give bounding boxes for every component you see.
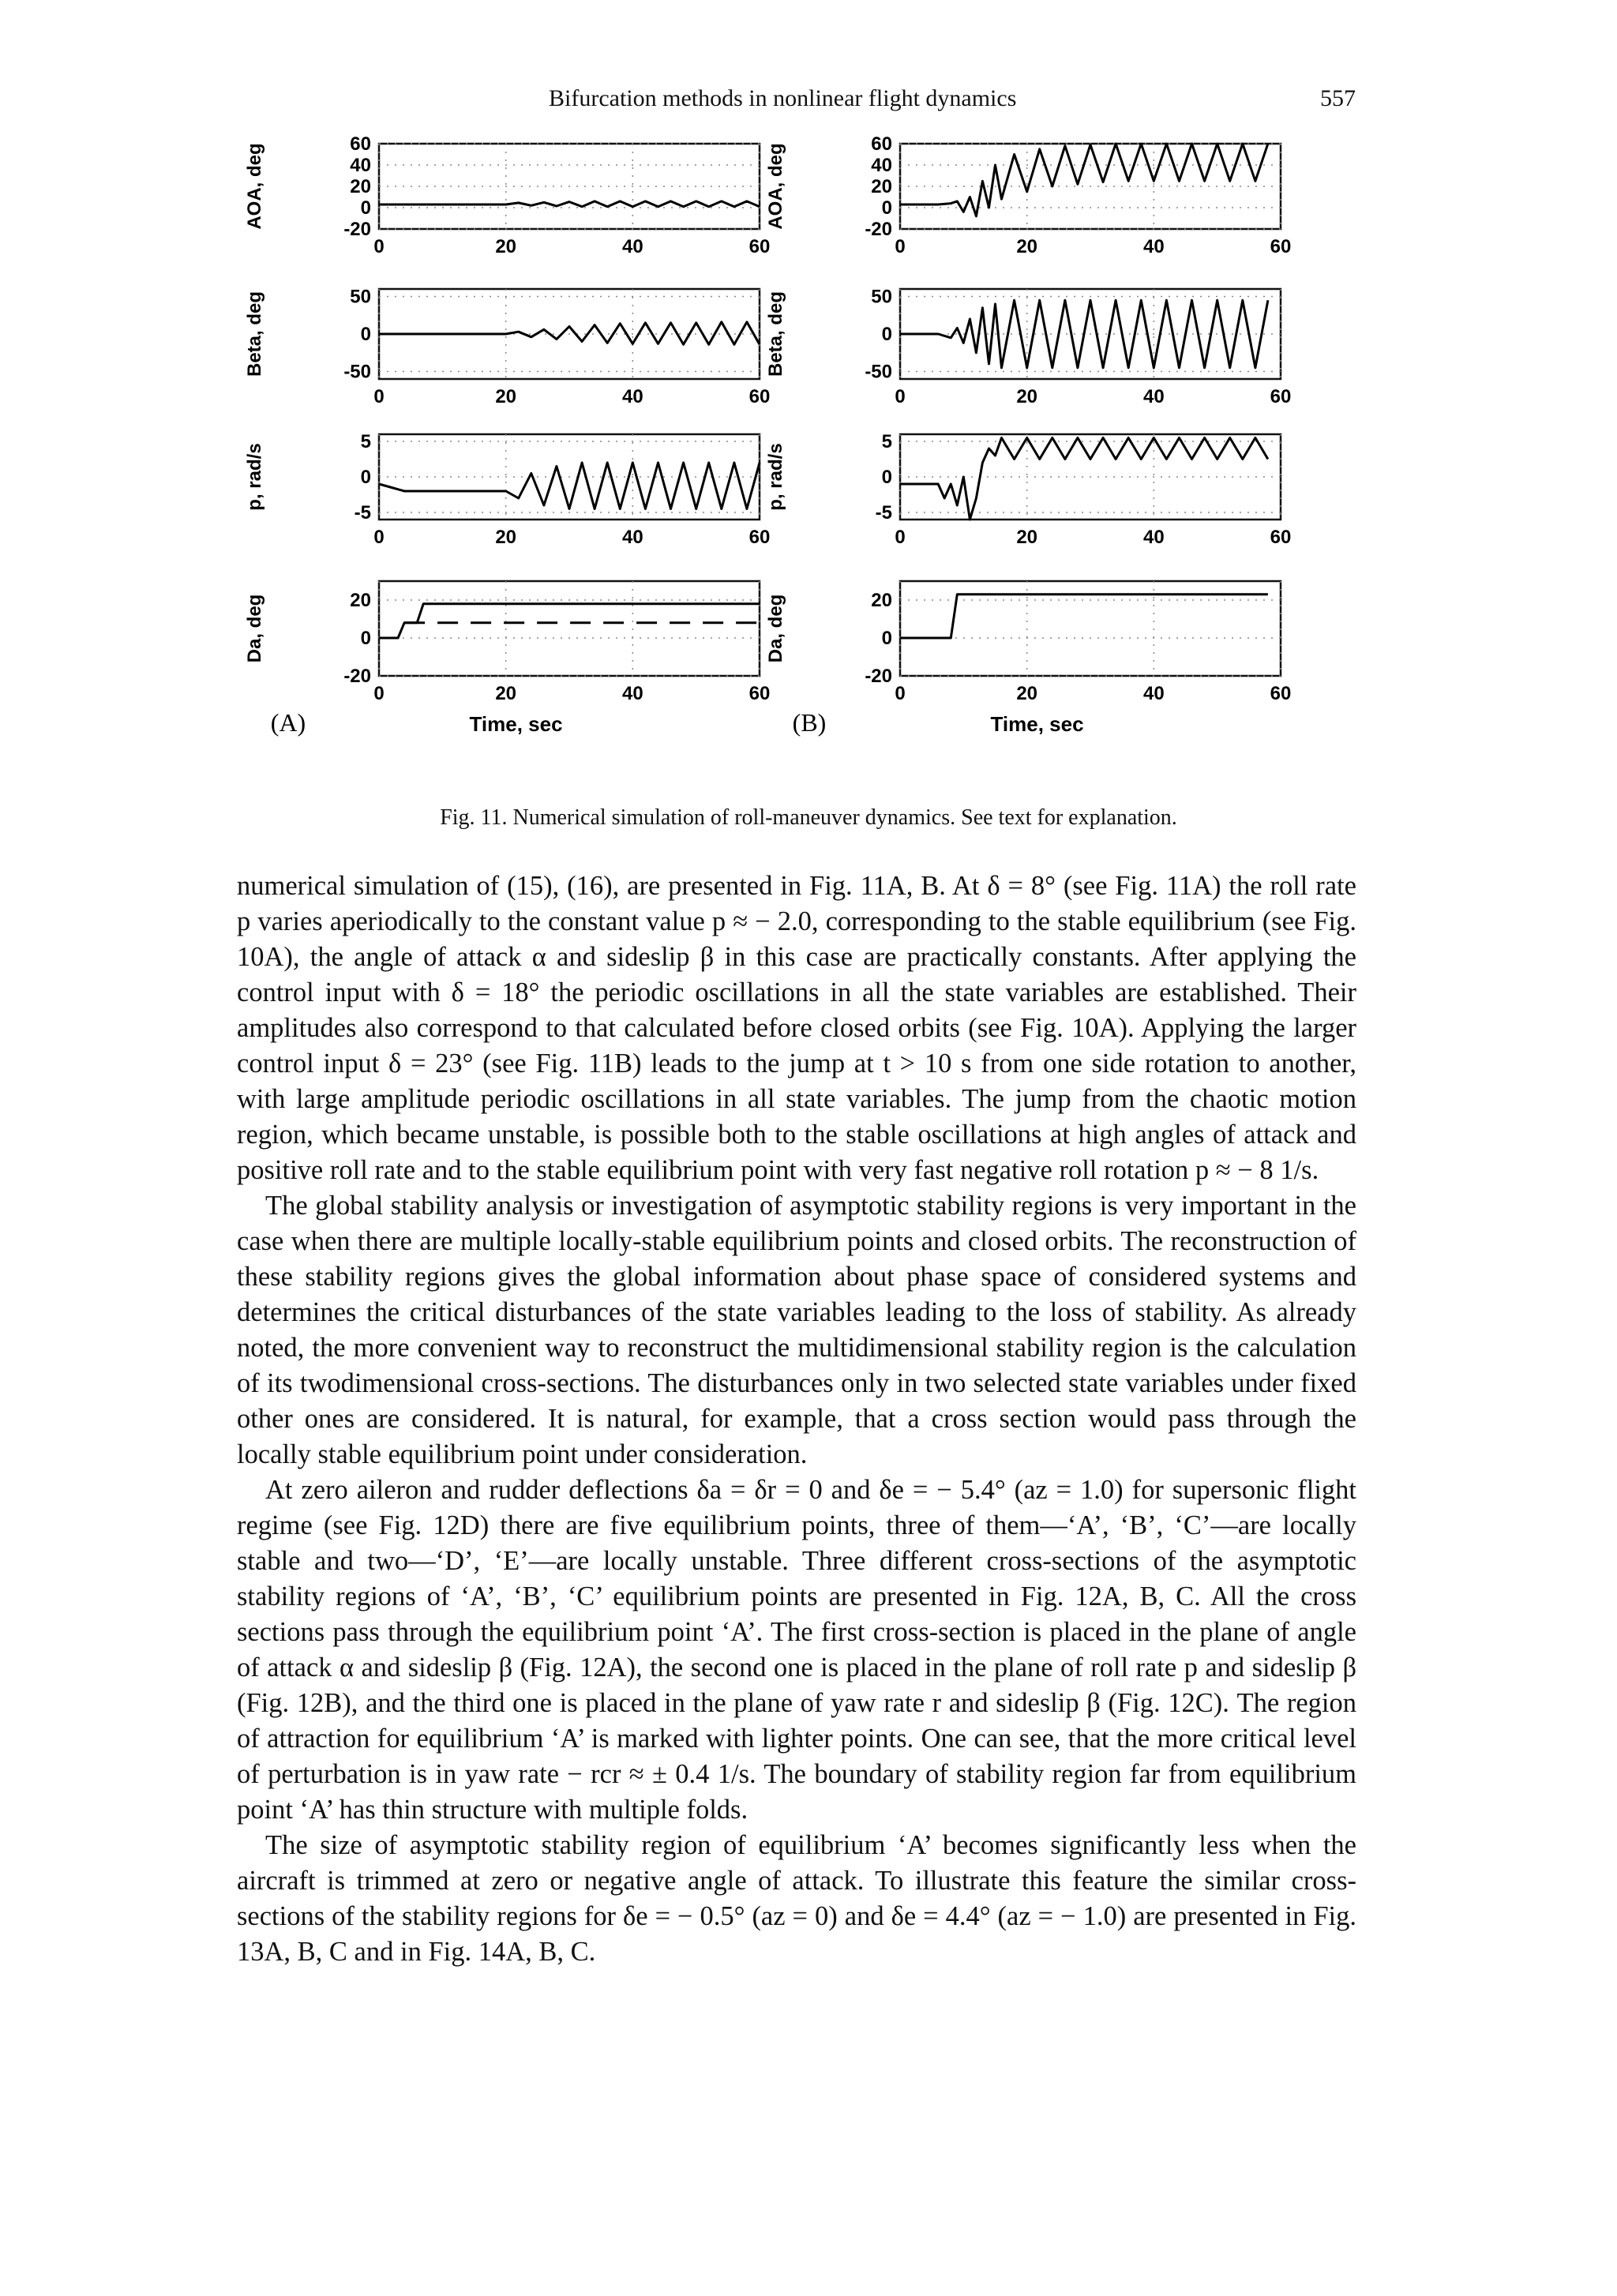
y-tick-label-B-3: 0 (881, 628, 892, 649)
y-tick-label-A-0: 40 (350, 155, 371, 176)
y-tick-label-A-3: 0 (360, 628, 371, 649)
y-axis-label-A-3: Da, deg (244, 594, 265, 663)
y-tick-label-A-3: 20 (350, 590, 371, 611)
x-axis-label-B: Time, sec (990, 712, 1084, 736)
y-axis-label-A-2: p, rad/s (244, 443, 265, 511)
series-line-B-1-0 (900, 300, 1268, 368)
y-tick-label-A-1: -50 (343, 361, 371, 383)
x-tick-label-A-1: 20 (495, 386, 517, 407)
x-tick-label-A-0: 40 (621, 236, 643, 257)
y-tick-label-A-0: 0 (360, 197, 371, 219)
y-tick-label-B-0: 20 (871, 176, 892, 197)
paragraph-3: At zero aileron and rudder deflections δa = δr = 0 and δe = − 5.4° (az = 1.0) for supersonic flight regime (see Fig. 12D) there are five equilibrium points, three of them—‘A’, ‘B’, ‘C’—are locally stable and two—‘D’, ‘E’—are locally unstable. Three different cross-sections of the asymptotic stability regions of ‘A’, ‘B’, ‘C’ equilibrium points are presented in Fig. 12A, B, C. All the cross sections pass through the equilibrium point ‘A’. The first cross-section is placed in the plane of angle of attack α and sideslip β (Fig. 12A), the second one is placed in the plane of roll rate p and sideslip β (Fig. 12B), and the third one is placed in the plane of yaw rate r and sideslip β (Fig. 12C). The region of attraction for equilibrium ‘A’ is marked with lighter points. One can see, that the more critical level of perturbation is in yaw rate − rcr ≈ ± 0.4 1/s. The boundary of stability region far from equilibrium point ‘A’ has thin structure with multiple folds. (237, 1475, 1356, 1825)
series-line-B-3-0 (900, 595, 1268, 638)
y-tick-label-B-2: 0 (881, 467, 892, 488)
x-tick-label-B-2: 60 (1270, 527, 1292, 548)
y-tick-label-B-0: -20 (865, 219, 892, 240)
y-tick-label-A-0: -20 (343, 219, 371, 240)
x-tick-label-B-3: 60 (1270, 683, 1292, 704)
body-text (237, 869, 1356, 1970)
series-line-B-2-0 (900, 438, 1268, 520)
y-tick-label-A-1: 50 (350, 286, 371, 308)
y-tick-label-B-3: -20 (865, 666, 892, 687)
axes-frame-A-3 (379, 581, 760, 676)
x-tick-label-B-1: 40 (1142, 386, 1165, 407)
panel-label-A: (A) (270, 708, 306, 737)
y-axis-label-B-0: AOA, deg (765, 143, 786, 230)
x-tick-label-B-0: 40 (1142, 236, 1165, 257)
x-tick-label-B-2: 40 (1142, 527, 1165, 548)
y-tick-label-B-1: -50 (865, 361, 892, 383)
x-tick-label-B-1: 0 (895, 386, 906, 407)
running-head: Bifurcation methods in nonlinear flight dynamics (549, 85, 1017, 111)
x-tick-label-A-2: 20 (495, 527, 517, 548)
y-tick-label-B-1: 50 (871, 286, 892, 308)
x-tick-label-A-0: 60 (748, 236, 771, 257)
y-axis-label-B-2: p, rad/s (765, 443, 786, 511)
y-tick-label-B-3: 20 (871, 590, 892, 611)
series-line-A-0-0 (379, 201, 760, 207)
x-tick-label-B-2: 20 (1016, 527, 1038, 548)
y-tick-label-A-0: 60 (350, 134, 371, 155)
x-tick-label-B-3: 20 (1016, 683, 1038, 704)
x-tick-label-A-0: 20 (495, 236, 517, 257)
x-tick-label-B-2: 0 (895, 527, 906, 548)
x-tick-label-B-3: 0 (895, 683, 906, 704)
y-tick-label-A-2: 5 (360, 431, 371, 452)
y-axis-label-A-0: AOA, deg (244, 143, 265, 230)
y-tick-label-B-0: 0 (881, 197, 892, 219)
x-tick-label-B-0: 0 (895, 236, 906, 257)
figure-11 (221, 134, 1390, 790)
x-tick-label-B-1: 60 (1270, 386, 1292, 407)
y-axis-label-B-1: Beta, deg (765, 291, 786, 377)
paragraph-1: numerical simulation of (15), (16), are presented in Fig. 11A, B. At δ = 8° (see Fig. 11A) the roll rate p varies aperiodically to the constant value p ≈ − 2.0, corresponding to the stable equilibrium (see Fig. 10A), the angle of attack α and sideslip β in this case are practically constants. After applying the control input with δ = 18° the periodic oscillations in all the state variables are established. Their amplitudes also correspond to that calculated before closed orbits (see Fig. 10A). Applying the larger control input δ = 23° (see Fig. 11B) leads to the jump at t > 10 s from one side rotation to another, with large amplitude periodic oscillations in all state variables. The jump from the chaotic motion region, which became unstable, is possible both to the stable oscillations at high angles of attack and positive roll rate and to the stable equilibrium point with very fast negative roll rotation p ≈ − 8 1/s. (237, 871, 1356, 1185)
paragraph-4: The size of asymptotic stability region of equilibrium ‘A’ becomes significantly less when the aircraft is trimmed at zero or negative angle of attack. To illustrate this feature the similar cross-sections of the stability regions for δe = − 0.5° (az = 0) and δe = 4.4° (az = − 1.0) are presented in Fig. 13A, B, C and in Fig. 14A, B, C. (237, 1830, 1356, 1967)
y-tick-label-A-2: 0 (360, 467, 371, 488)
y-tick-label-B-0: 60 (871, 134, 892, 155)
y-tick-label-B-2: 5 (881, 431, 892, 452)
panel-label-B: (B) (792, 708, 827, 737)
y-tick-label-B-0: 40 (871, 155, 892, 176)
x-tick-label-A-3: 40 (621, 683, 643, 704)
x-tick-label-A-1: 0 (373, 386, 385, 407)
x-tick-label-A-2: 60 (748, 527, 771, 548)
y-tick-label-A-0: 20 (350, 176, 371, 197)
x-tick-label-A-2: 40 (621, 527, 643, 548)
x-tick-label-A-3: 20 (495, 683, 517, 704)
y-axis-label-A-1: Beta, deg (244, 291, 265, 377)
x-axis-label-A: Time, sec (469, 712, 563, 736)
x-tick-label-B-0: 60 (1270, 236, 1292, 257)
y-tick-label-A-3: -20 (343, 666, 371, 687)
y-axis-label-B-3: Da, deg (765, 594, 786, 663)
series-line-B-0-0 (900, 144, 1268, 216)
page-number: 557 (1320, 85, 1356, 111)
x-tick-label-A-2: 0 (373, 527, 385, 548)
y-tick-label-A-1: 0 (360, 324, 371, 345)
x-tick-label-A-3: 0 (373, 683, 385, 704)
y-tick-label-B-2: -5 (875, 502, 892, 523)
x-tick-label-B-1: 20 (1016, 386, 1038, 407)
x-tick-label-A-3: 60 (748, 683, 771, 704)
y-tick-label-A-2: -5 (354, 502, 371, 523)
figure-caption: Fig. 11. Numerical simulation of roll-maneuver dynamics. See text for explanation. (440, 805, 1177, 830)
paragraph-2: The global stability analysis or investigation of asymptotic stability regions is very important in the case when there are multiple locally-stable equilibrium points and closed orbits. The reconstruction of these stability regions gives the global information about phase space of considered systems and determines the critical disturbances of the state variables leading to the loss of stability. As already noted, the more convenient way to reconstruct the multidimensional stability region is the calculation of its twodimensional cross-sections. The disturbances only in two selected state variables under fixed other ones are considered. It is natural, for example, that a cross section would pass through the locally stable equilibrium point under consideration. (237, 1191, 1356, 1469)
x-tick-label-A-0: 0 (373, 236, 385, 257)
series-line-A-2-0 (379, 463, 760, 509)
series-line-A-3-0 (379, 604, 760, 638)
x-tick-label-A-1: 60 (748, 386, 771, 407)
y-tick-label-B-1: 0 (881, 324, 892, 345)
x-tick-label-B-3: 40 (1142, 683, 1165, 704)
series-line-A-1-0 (379, 322, 760, 345)
x-tick-label-B-0: 20 (1016, 236, 1038, 257)
x-tick-label-A-1: 40 (621, 386, 643, 407)
